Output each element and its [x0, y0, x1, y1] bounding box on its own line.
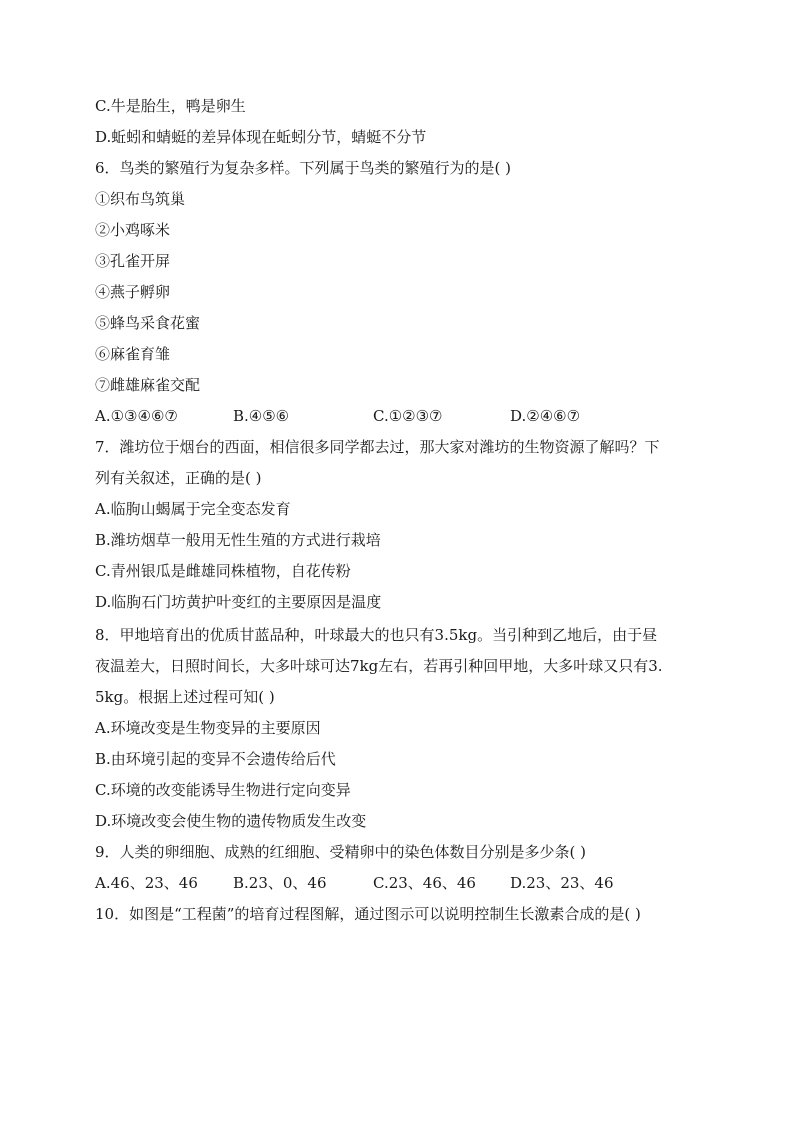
q8-option-a: A.环境改变是生物变异的主要原因 — [95, 719, 321, 737]
q6-item-1: ①织布鸟筑巢 — [95, 190, 186, 208]
q5-option-c: C.牛是胎生，鸭是卵生 — [95, 97, 246, 115]
q9-option-a: A.46、23、46 — [95, 874, 198, 892]
q8-stem-line-2: 夜温差大，日照时间长，大多叶球可达7kg左右，若再引种回甲地，大多叶球又只有3. — [95, 657, 663, 675]
q9-stem: 9．人类的卵细胞、成熟的红细胞、受精卵中的染色体数目分别是多少条( ) — [95, 843, 587, 861]
q6-option-d: D.②④⑥⑦ — [510, 407, 581, 425]
q7-option-a: A.临朐山蝎属于完全变态发育 — [95, 500, 291, 518]
q5-option-d: D.蚯蚓和蜻蜓的差异体现在蚯蚓分节，蜻蜓不分节 — [95, 128, 427, 146]
q9-option-c: C.23、46、46 — [373, 874, 476, 892]
q6-stem: 6．鸟类的繁殖行为复杂多样。下列属于鸟类的繁殖行为的是( ) — [95, 159, 512, 177]
q8-stem-line-1: 8．甲地培育出的优质甘蓝品种，叶球最大的也只有3.5kg。当引种到乙地后，由于昼 — [95, 626, 658, 644]
q6-option-a: A.①③④⑥⑦ — [95, 407, 178, 425]
q9-options — [95, 872, 695, 894]
q7-option-d: D.临朐石门坊黄护叶变红的主要原因是温度 — [95, 593, 382, 611]
q6-option-c: C.①②③⑦ — [373, 407, 443, 425]
q7-stem-line-2: 列有关叙述，正确的是( ) — [95, 469, 262, 487]
q7-stem-line-1: 7．潍坊位于烟台的西面，相信很多同学都去过，那大家对潍坊的生物资源了解吗？下 — [95, 438, 660, 456]
q6-item-5: ⑤蜂鸟采食花蜜 — [95, 314, 201, 332]
q6-option-b: B.④⑤⑥ — [233, 407, 290, 425]
q6-item-7: ⑦雌雄麻雀交配 — [95, 376, 201, 394]
q8-option-b: B.由环境引起的变异不会遗传给后代 — [95, 750, 336, 768]
q8-option-d: D.环境改变会使生物的遗传物质发生改变 — [95, 812, 367, 830]
q7-option-b: B.潍坊烟草一般用无性生殖的方式进行栽培 — [95, 531, 381, 549]
q8-stem-line-3: 5kg。根据上述过程可知( ) — [95, 688, 275, 706]
q10-stem: 10．如图是“工程菌”的培育过程图解，通过图示可以说明控制生长激素合成的是( ) — [95, 905, 641, 923]
q7-option-c: C.青州银瓜是雌雄同株植物，自花传粉 — [95, 562, 351, 580]
q9-option-b: B.23、0、46 — [233, 874, 327, 892]
q6-item-4: ④燕子孵卵 — [95, 283, 171, 301]
q6-item-2: ②小鸡啄米 — [95, 221, 171, 239]
q6-options — [95, 405, 695, 427]
q6-item-3: ③孔雀开屏 — [95, 252, 171, 270]
q6-item-6: ⑥麻雀育雏 — [95, 345, 171, 363]
q9-option-d: D.23、23、46 — [510, 874, 614, 892]
q8-option-c: C.环境的改变能诱导生物进行定向变异 — [95, 781, 351, 799]
